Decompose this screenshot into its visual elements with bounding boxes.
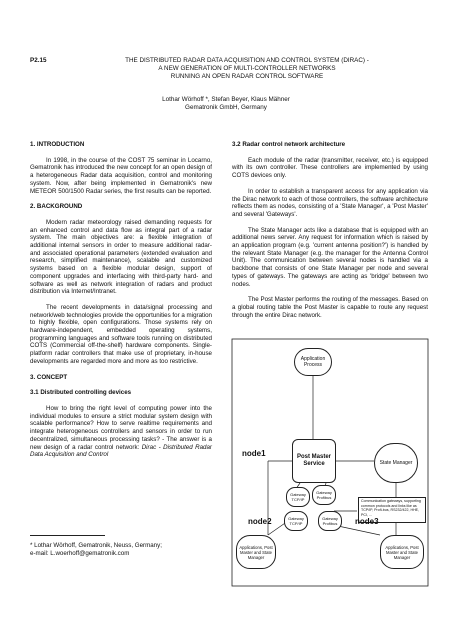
gateway-tcpip-node: Gateway TCP/IP bbox=[286, 487, 310, 507]
section-heading: 3.2 Radar control network architecture bbox=[232, 141, 346, 148]
title-line: RUNNING AN OPEN RADAR CONTROL SOFTWARE bbox=[170, 73, 324, 80]
title-line: THE DISTRIBUTED RADAR DATA ACQUISITION AND CONTROL SYSTEM (DIRAC) - bbox=[125, 57, 369, 64]
paragraph-text: How to bring the right level of computing power into the individual modules to ensure a strict modular system design with scalable performance? How to serve realtime requirements and integrate heterogeneous controllers and sensors in order to run decentralized, simultaneous processing tasks? - The answer is a new design of a radar control network: bbox=[30, 404, 212, 451]
paragraph: Each module of the radar (transmitter, receiver, etc.) is equipped with its own controller. These controllers are implemented by using COTS devices only. bbox=[232, 156, 428, 180]
post-master-node: Post Master Service bbox=[292, 439, 336, 483]
node1-label: node1 bbox=[242, 449, 266, 458]
paragraph bbox=[30, 405, 212, 459]
subsection-heading: 3.1 Distributed controlling devices bbox=[30, 389, 132, 397]
gateway-tcpip-node: Gateway TCP/IP bbox=[284, 511, 308, 531]
paragraph: The recent developments in data/signal processing and network/web technologies provide the opportunities for a migration to highly flexible, open configurations. Those systems rely on hardware-independent, embedded operating systems, programming languages and software tools running on distributed COTS (Commercial off-the-shelf) hardware components. Single-platform radar controllers that make use of proprietary, in-house developments are regarded more and more as too restrictive. bbox=[30, 303, 212, 365]
italic-text: Dirac - Distributed Radar Data Acquisition and Control bbox=[30, 443, 212, 459]
paragraph: Modern radar meteorology raised demanding requests for an enhanced control and data flow as integral part of a radar system. The main objectives are: a flexible integration of additional internal sensors in order to measure additional radar- and associated operational parameters (extended evaluation and research, simplified maintenance), scalable and customized systems based on a flexible modular design, support of component upgrades and interfacing with third-party hard- and software as well as network integration of radars and product distribution via Internet/Intranet. bbox=[30, 218, 212, 296]
paragraph: The Post Master performs the routing of the messages. Based on a global routing table the Post Master is capable to route any request through the entire Dirac network. bbox=[232, 296, 428, 319]
dirac-network-diagram bbox=[230, 333, 430, 588]
section-heading: 3. CONCEPT bbox=[30, 373, 68, 381]
footnote-rule bbox=[30, 535, 105, 536]
footnote bbox=[30, 535, 210, 557]
footnote-line: * Lothar Wörhoff, Gematronik, Neuss, Germany; bbox=[30, 542, 162, 549]
paper-header bbox=[30, 57, 430, 81]
application-process-node: Application Process bbox=[294, 348, 332, 376]
right-column bbox=[232, 141, 428, 327]
author-block bbox=[0, 96, 452, 112]
gateway-note: Communication gateways, supporting common protocols and links like as TCP/IP, Profi-bus, RS232/422, HHE, PCI, ... bbox=[358, 497, 426, 523]
applications-node-left: Applications, Post Master and State Manager bbox=[236, 535, 276, 569]
gateway-profibus-node: Gateway Profibus bbox=[312, 485, 336, 505]
paragraph: In order to establish a transparent access for any application via the Dirac network to each of those controllers, the software architecture reflects them as nodes, consisting of a 'State Manager', a 'Post Master' and several 'Gateways'. bbox=[232, 187, 428, 218]
footnote-line: e-mail: L.woerhoff@gematronik.com bbox=[30, 549, 130, 557]
state-manager-node: State Manager bbox=[374, 443, 418, 483]
section-heading: 2. BACKGROUND bbox=[30, 203, 83, 211]
paragraph: In 1998, in the course of the COST 75 seminar in Locarno, Gematronik has introduced the new concept for an open design of a heterogeneous Radar data acquisition, control and monitoring system. Now, after being implemented in Gematronik's new METEOR 500/1500 Radar series, the first results can be reported. bbox=[30, 156, 212, 195]
gateway-profibus-node: Gateway Profibus bbox=[318, 511, 342, 531]
left-column bbox=[30, 141, 212, 467]
applications-node-right: Applications, Post Master and State Manager bbox=[380, 535, 424, 569]
node2-label: node2 bbox=[248, 517, 272, 526]
paper-title bbox=[87, 57, 407, 81]
paper-number: P2.15 bbox=[30, 57, 47, 64]
title-line: A NEW GENERATION OF MULTI-CONTROLLER NETWORKS bbox=[158, 65, 336, 72]
paragraph: The State Manager acts like a database that is equipped with an additional news server. Any request for information which is raised by an application program (e.g. 'current antenna position?') is handled by the relevant State Manager (e.g. the manager for the Antenna Control Unit). The communication between several nodes is handled via a backbone that consists of one State Manager per node and several types of gateways. The gateways are acting as 'bridge' between two nodes. bbox=[232, 226, 428, 288]
node3-label: node3 bbox=[355, 517, 379, 526]
section-heading: 1. INTRODUCTION bbox=[30, 141, 85, 148]
author-affiliation: Gematronik GmbH, Germany bbox=[185, 104, 267, 111]
author-names: Lothar Wörhoff *, Stefan Beyer, Klaus Mähner bbox=[162, 96, 290, 103]
